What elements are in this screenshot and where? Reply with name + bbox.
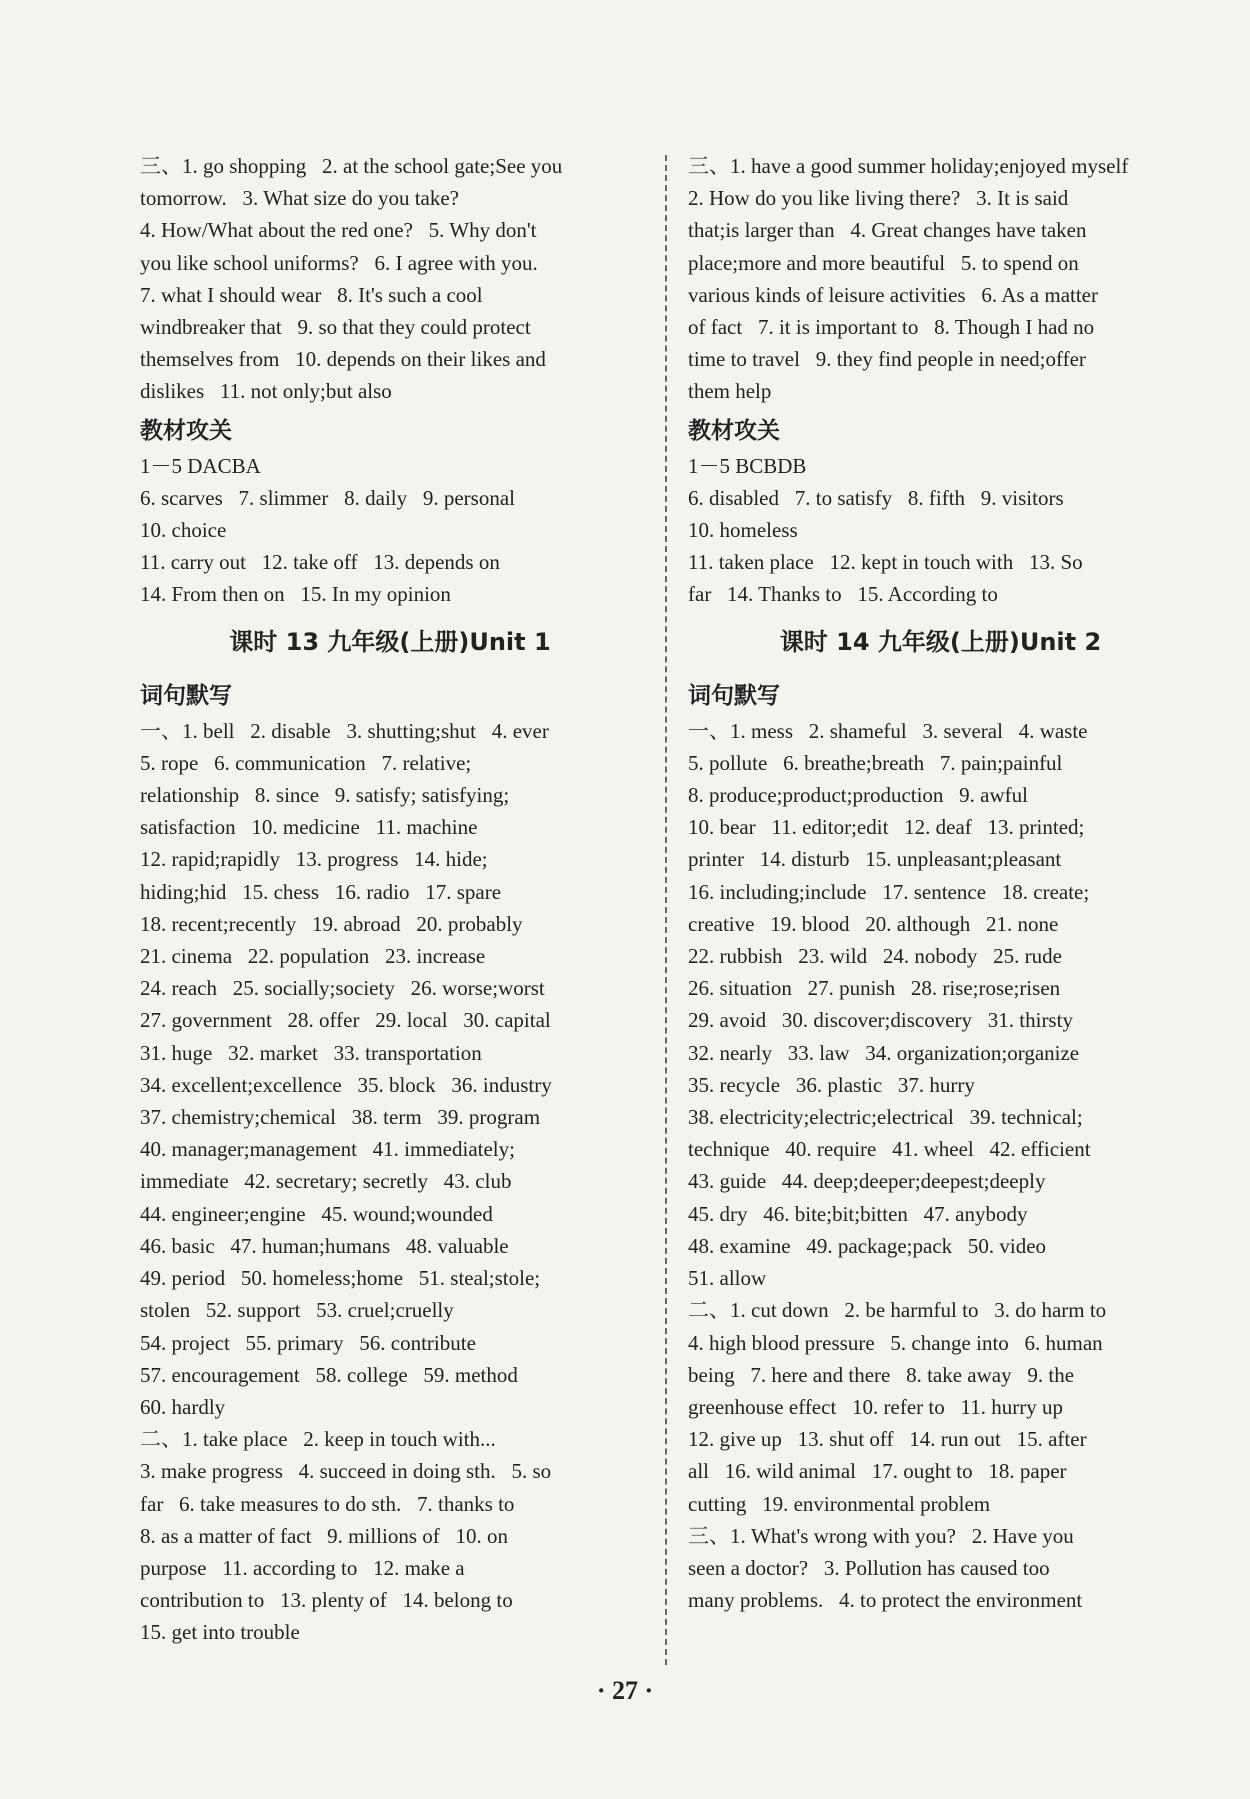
answer-line: 二、1. take place 2. keep in touch with... — [140, 1427, 496, 1452]
answer-line: purpose 11. according to 12. make a — [140, 1555, 465, 1580]
lesson-13-title: 课时 13 九年级(上册)Unit 1 — [229, 627, 551, 656]
answer-line: 三、1. What's wrong with you? 2. Have you — [688, 1523, 1074, 1548]
answer-line: stolen 52. support 53. cruel;cruelly — [140, 1298, 454, 1323]
answer-line: technique 40. require 41. wheel 42. efficient — [688, 1137, 1091, 1162]
answer-line: being 7. here and there 8. take away 9. the — [688, 1362, 1075, 1387]
lesson-14-title: 课时 14 九年级(上册)Unit 2 — [779, 627, 1102, 656]
answer-line: creative 19. blood 20. although 21. none — [688, 911, 1059, 936]
page-number: · 27 · — [596, 1676, 654, 1705]
column-divider — [665, 155, 667, 1665]
answer-line: 4. How/What about the red one? 5. Why don't — [140, 218, 537, 243]
answer-line: 43. guide 44. deep;deeper;deepest;deeply — [688, 1169, 1046, 1194]
answer-line: time to travel 9. they find people in need;offer — [688, 347, 1086, 372]
answer-line: themselves from 10. depends on their likes and — [140, 347, 546, 372]
answer-line: them help — [688, 379, 772, 404]
answer-line: 29. avoid 30. discover;discovery 31. thirsty — [688, 1008, 1073, 1033]
answer-line: 26. situation 27. punish 28. rise;rose;risen — [688, 976, 1061, 1001]
answer-line: 54. project 55. primary 56. contribute — [140, 1330, 476, 1355]
answer-line: 11. carry out 12. take off 13. depends on — [140, 550, 500, 575]
answer-line: far 14. Thanks to 15. According to — [688, 582, 998, 607]
answer-line: 57. encouragement 58. college 59. method — [140, 1362, 518, 1387]
answer-line: 1－5 BCBDB — [688, 453, 807, 478]
answer-line: 38. electricity;electric;electrical 39. technical; — [688, 1105, 1083, 1130]
answer-line: immediate 42. secretary; secretly 43. club — [140, 1169, 512, 1194]
answer-line: 48. examine 49. package;pack 50. video — [688, 1233, 1047, 1258]
answer-line: many problems. 4. to protect the environment — [688, 1588, 1083, 1613]
answer-line: 7. what I should wear 8. It's such a cool — [140, 282, 483, 307]
answer-line: contribution to 13. plenty of 14. belong to — [140, 1588, 513, 1613]
answer-line: 3. make progress 4. succeed in doing sth. 5. so — [140, 1459, 552, 1484]
answer-line: greenhouse effect 10. refer to 11. hurry up — [688, 1394, 1063, 1419]
answer-line: 二、1. cut down 2. be harmful to 3. do harm to — [688, 1298, 1107, 1323]
answer-line: 45. dry 46. bite;bit;bitten 47. anybody — [688, 1201, 1028, 1226]
answer-line: 5. rope 6. communication 7. relative; — [140, 750, 472, 775]
answer-line: 34. excellent;excellence 35. block 36. industry — [140, 1072, 552, 1097]
answer-line: 12. give up 13. shut off 14. run out 15. after — [688, 1427, 1087, 1452]
answer-line: 6. scarves 7. slimmer 8. daily 9. personal — [140, 485, 516, 510]
answer-line: 27. government 28. offer 29. local 30. capital — [140, 1008, 551, 1033]
answer-line: 10. choice — [140, 518, 227, 543]
answer-line: 15. get into trouble — [140, 1620, 300, 1645]
answer-line: 三、1. go shopping 2. at the school gate;See you — [140, 154, 563, 178]
answer-line: seen a doctor? 3. Pollution has caused too — [688, 1555, 1050, 1580]
right-dictation-heading: 词句默写 — [688, 682, 780, 709]
answer-line: that;is larger than 4. Great changes have taken — [688, 218, 1087, 243]
answer-line: 4. high blood pressure 5. change into 6. human — [688, 1330, 1103, 1355]
answer-line: 6. disabled 7. to satisfy 8. fifth 9. visitors — [688, 485, 1064, 510]
answer-line: 1－5 DACBA — [140, 453, 261, 478]
answer-line: 40. manager;management 41. immediately; — [140, 1137, 515, 1162]
right-column — [688, 150, 1193, 1616]
answer-line: 44. engineer;engine 45. wound;wounded — [140, 1201, 493, 1226]
answer-line: 5. pollute 6. breathe;breath 7. pain;painful — [688, 750, 1063, 775]
answer-line: printer 14. disturb 15. unpleasant;pleasant — [688, 847, 1062, 872]
answer-line: tomorrow. 3. What size do you take? — [140, 186, 459, 211]
left-column — [140, 150, 640, 1649]
right-part1 — [688, 715, 1193, 1295]
answer-line: 35. recycle 36. plastic 37. hurry — [688, 1072, 975, 1097]
answer-line: 8. produce;product;production 9. awful — [688, 783, 1028, 808]
answer-line: various kinds of leisure activities 6. As a matter — [688, 282, 1098, 307]
answer-line: hiding;hid 15. chess 16. radio 17. spare — [140, 879, 502, 904]
answer-line: 46. basic 47. human;humans 48. valuable — [140, 1233, 509, 1258]
answer-line: 14. From then on 15. In my opinion — [140, 582, 451, 607]
answer-line: 60. hardly — [140, 1394, 226, 1419]
answer-line: of fact 7. it is important to 8. Though I had no — [688, 315, 1095, 340]
left-part2 — [140, 1423, 640, 1648]
left-textbook-heading: 教材攻关 — [140, 417, 232, 444]
answer-line: 24. reach 25. socially;society 26. worse;worst — [140, 976, 545, 1001]
right-section3 — [688, 150, 1193, 408]
answer-line: 一、1. bell 2. disable 3. shutting;shut 4. ever — [140, 718, 549, 743]
answer-line: 11. taken place 12. kept in touch with 13. So — [688, 550, 1083, 575]
left-part1 — [140, 715, 640, 1423]
answer-line: cutting 19. environmental problem — [688, 1491, 991, 1516]
right-textbook-answers — [688, 450, 1193, 611]
right-part2 — [688, 1294, 1193, 1519]
answer-line: relationship 8. since 9. satisfy; satisfying; — [140, 783, 510, 808]
answer-line: far 6. take measures to do sth. 7. thanks to — [140, 1491, 515, 1516]
answer-line: 31. huge 32. market 33. transportation — [140, 1040, 482, 1065]
answer-line: place;more and more beautiful 5. to spend on — [688, 250, 1079, 275]
left-section3 — [140, 150, 640, 408]
answer-line: 21. cinema 22. population 23. increase — [140, 944, 486, 969]
answer-line: 49. period 50. homeless;home 51. steal;stole; — [140, 1266, 541, 1291]
answer-line: 32. nearly 33. law 34. organization;organize — [688, 1040, 1080, 1065]
answer-line: 10. homeless — [688, 518, 798, 543]
answer-line: all 16. wild animal 17. ought to 18. paper — [688, 1459, 1067, 1484]
answer-line: 22. rubbish 23. wild 24. nobody 25. rude — [688, 944, 1062, 969]
left-textbook-answers — [140, 450, 640, 611]
answer-line: dislikes 11. not only;but also — [140, 379, 392, 404]
answer-line: 10. bear 11. editor;edit 12. deaf 13. printed; — [688, 815, 1085, 840]
right-part3 — [688, 1520, 1193, 1617]
answer-line: windbreaker that 9. so that they could protect — [140, 315, 531, 340]
answer-line: 三、1. have a good summer holiday;enjoyed myself — [688, 154, 1129, 178]
answer-line: 2. How do you like living there? 3. It is said — [688, 186, 1069, 211]
answer-line: 37. chemistry;chemical 38. term 39. program — [140, 1105, 541, 1130]
right-textbook-heading: 教材攻关 — [688, 417, 780, 444]
answer-line: 51. allow — [688, 1266, 767, 1291]
answer-line: 18. recent;recently 19. abroad 20. probably — [140, 911, 523, 936]
answer-line: 16. including;include 17. sentence 18. create; — [688, 879, 1090, 904]
left-dictation-heading: 词句默写 — [140, 682, 232, 709]
answer-line: 8. as a matter of fact 9. millions of 10. on — [140, 1523, 509, 1548]
answer-line: 一、1. mess 2. shameful 3. several 4. waste — [688, 718, 1088, 743]
answer-line: 12. rapid;rapidly 13. progress 14. hide; — [140, 847, 488, 872]
answer-line: you like school uniforms? 6. I agree with you. — [140, 250, 538, 275]
answer-line: satisfaction 10. medicine 11. machine — [140, 815, 478, 840]
